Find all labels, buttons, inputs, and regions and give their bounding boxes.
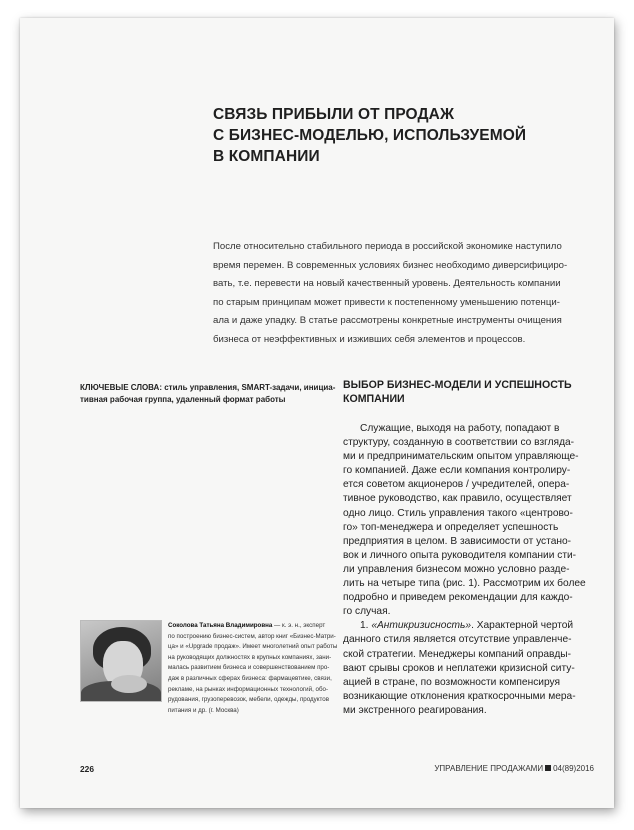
list-item-term: «Антикризисность» (371, 620, 472, 632)
body-line: ацией в стране, по возможности компенсируя (343, 676, 561, 688)
list-item-text: . Характерной чертой (471, 620, 574, 632)
author-bio-line (168, 621, 333, 632)
square-separator-icon (545, 765, 551, 771)
body-line: Служащие, выходя на работу, попадают в (360, 423, 560, 434)
body-line: го» топ-менеджера и определяет успешность (343, 521, 559, 533)
section-heading (343, 378, 593, 406)
journal-page (20, 18, 614, 808)
body-line: го компанией. Даже если компания контролиру- (343, 465, 571, 477)
body-line: ской стратегии. Менеджеры компаний оправды- (343, 648, 572, 660)
author-bio-line: ца» и «Upgrade продаж». Имеет многолетний опыт работы (168, 643, 338, 651)
list-item-1 (343, 619, 595, 633)
body-line: лить на четыре типа (рис. 1). Рассмотрим их более (343, 578, 586, 590)
article-lead (213, 238, 589, 350)
article-title (213, 104, 573, 167)
author-photo (80, 620, 162, 702)
lead-line: вать, т.е. перевести на новый качественный уровень. Деятельность компании (213, 278, 561, 290)
list-item-number: 1. (360, 620, 372, 632)
author-bio-line: даж в различных сферах бизнеса: фармацевтике, связи, (168, 674, 332, 682)
author-name: Соколова Татьяна Владимировна (168, 622, 273, 629)
body-line: подробно и приведем рекомендации для каждо- (343, 592, 573, 604)
lead-line: бизнеса от неэффективных и изживших себя элементов и процессов. (213, 333, 526, 345)
section-heading-line: ВЫБОР БИЗНЕС-МОДЕЛИ И УСПЕШНОСТЬ (343, 379, 572, 391)
author-bio (168, 621, 338, 716)
keywords (80, 382, 335, 406)
author-bio-line: питания и др. (г. Москва) (168, 706, 239, 714)
body-line: предприятия в целом. В зависимости от устано- (343, 535, 572, 547)
body-line: одно лицо. Стиль управления такого «центрово- (343, 507, 573, 519)
body-line: структуру, созданную в соответствии со взгляда- (343, 437, 575, 449)
journal-footer (434, 764, 594, 773)
keywords-line: КЛЮЧЕВЫЕ СЛОВА: стиль управления, SMART-задачи, инициа- (80, 383, 336, 392)
journal-name: УПРАВЛЕНИЕ ПРОДАЖАМИ (434, 764, 544, 773)
body-line: данного стиля является отсутствие управленче- (343, 634, 572, 646)
lead-line: После относительно стабильного периода в российской экономике наступило (213, 241, 562, 252)
body-line: возникающие отклонения краткосрочными мера- (343, 690, 576, 702)
author-bio-line: по построению бизнес-систем, автор книг «Бизнес-Матри- (168, 632, 336, 640)
journal-issue: 04(89)2016 (553, 764, 594, 773)
author-bio-line: малась развитием бизнеса и совершенствованием про- (168, 664, 330, 672)
author-bio-text: — к. э. н., эксперт (272, 622, 326, 629)
title-line: С БИЗНЕС-МОДЕЛЬЮ, ИСПОЛЬЗУЕМОЙ (213, 127, 527, 144)
author-bio-line: рекламе, на рынках информационных технологий, обо- (168, 685, 329, 693)
author-bio-line: рудования, грузоперевозок, мебели, одежды, продуктов (168, 696, 330, 704)
author-bio-line: на руководящих должностях в крупных компаниях, зани- (168, 653, 332, 661)
keywords-line: тивная рабочая группа, удаленный формат работы (80, 395, 286, 404)
lead-line: ала и даже упадку. В статье рассмотрены конкретные инструменты очищения (213, 315, 562, 327)
lead-line: время перемен. В современных условиях бизнес необходимо диверсифициро- (213, 259, 568, 271)
body-line: го случая. (343, 606, 391, 618)
title-line: В КОМПАНИИ (213, 148, 320, 165)
page-number: 226 (80, 764, 94, 774)
body-line: ми и предпринимательским опытом управляюще- (343, 451, 579, 463)
body-line: тивное руководство, как правило, осуществляет (343, 493, 572, 505)
body-line: ли управления бизнесом можно условно разде- (343, 563, 570, 575)
lead-line: по старым принципам может привести к постепенному уменьшению потенци- (213, 296, 560, 308)
title-line: СВЯЗЬ ПРИБЫЛИ ОТ ПРОДАЖ (213, 106, 455, 123)
section-heading-line: КОМПАНИИ (343, 393, 405, 405)
body-line: ми экстренного реагирования. (343, 704, 487, 716)
body-line: вают срывы сроков и неплатежи кризисной ситу- (343, 662, 575, 674)
body-line: вок и личного опыта руководителя компании сти- (343, 549, 577, 561)
section-body (343, 422, 595, 718)
body-line: ется советом акционеров / учредителей, опера- (343, 479, 570, 491)
